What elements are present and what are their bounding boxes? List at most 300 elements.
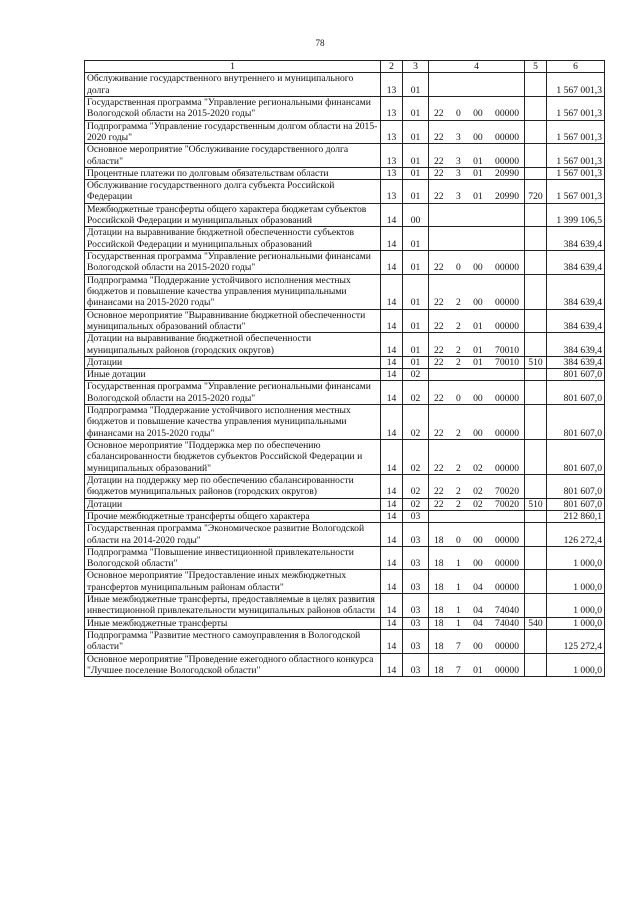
header-col-1: 1 — [85, 61, 381, 73]
amount: 801 607,0 — [547, 498, 605, 510]
code-part: 22 — [434, 344, 444, 356]
target-article-parts — [431, 605, 522, 616]
target-article-code — [429, 498, 525, 510]
target-article-code — [429, 510, 525, 522]
code-part: 00000 — [495, 534, 519, 546]
section-code: 14 — [381, 369, 403, 381]
row-name: Иные межбюджетные трансферты — [85, 617, 381, 629]
subsection-code: 01 — [403, 167, 429, 179]
expense-type-code — [525, 440, 547, 475]
target-article-code — [429, 309, 525, 333]
header-col-3: 3 — [403, 61, 429, 73]
expense-type-code — [525, 405, 547, 440]
row-name: Государственная программа "Управление региональными финансами Вологодской области на 2015-2020 годы" — [85, 96, 381, 120]
row-name: Основное мероприятие "Поддержка мер по обеспечению сбалансированности бюджетов субъектов Российской Федерации и муниципальных образований" — [85, 440, 381, 475]
code-part: 22 — [434, 392, 444, 404]
budget-table — [84, 60, 605, 677]
table-row — [85, 167, 605, 179]
code-part: 02 — [473, 498, 483, 510]
target-article-code — [429, 405, 525, 440]
section-code: 14 — [381, 203, 403, 227]
table-row — [85, 144, 605, 168]
code-part: 00000 — [495, 320, 519, 332]
amount: 1 567 001,3 — [547, 96, 605, 120]
subsection-code: 02 — [403, 440, 429, 475]
code-part: 00 — [473, 427, 483, 439]
expense-type-code — [525, 510, 547, 522]
target-article-parts — [431, 168, 522, 179]
table-row — [85, 653, 605, 677]
subsection-code: 02 — [403, 474, 429, 498]
section-code: 14 — [381, 356, 403, 368]
target-article-code — [429, 523, 525, 547]
target-article-code — [429, 203, 525, 227]
code-part: 2 — [455, 427, 461, 439]
code-part: 74040 — [495, 617, 519, 629]
target-article-code — [429, 144, 525, 168]
section-code: 13 — [381, 73, 403, 97]
subsection-code: 01 — [403, 356, 429, 368]
target-article-parts — [431, 558, 522, 569]
table-row — [85, 333, 605, 357]
target-article-code — [429, 251, 525, 275]
target-article-parts — [431, 535, 522, 546]
target-article-code — [429, 356, 525, 368]
table-row — [85, 356, 605, 368]
table-row — [85, 73, 605, 97]
row-name: Основное мероприятие "Проведение ежегодного областного конкурса "Лучшее поселение Вологодской области" — [85, 653, 381, 677]
code-part: 00000 — [495, 297, 519, 309]
code-part: 00 — [473, 297, 483, 309]
section-code: 14 — [381, 333, 403, 357]
table-row — [85, 498, 605, 510]
row-name: Подпрограмма "Развитие местного самоуправления в Вологодской области" — [85, 630, 381, 654]
page-number: 78 — [315, 38, 325, 48]
subsection-code: 03 — [403, 510, 429, 522]
section-code: 14 — [381, 309, 403, 333]
code-part: 04 — [473, 605, 483, 617]
section-code: 13 — [381, 167, 403, 179]
expense-type-code — [525, 309, 547, 333]
code-part: 22 — [434, 167, 444, 179]
section-code: 14 — [381, 498, 403, 510]
row-name: Подпрограмма "Поддержание устойчивого исполнения местных бюджетов и повышение качества управления муниципальными финансами на 2015-2020 годы" — [85, 405, 381, 440]
expense-type-code — [525, 630, 547, 654]
target-article-code — [429, 73, 525, 97]
row-name: Дотации на выравнивание бюджетной обеспеченности субъектов Российской Федерации и муниципальных образований — [85, 227, 381, 251]
code-part: 00 — [473, 641, 483, 653]
table-row — [85, 440, 605, 475]
code-part: 18 — [434, 605, 444, 617]
code-part: 22 — [434, 191, 444, 203]
table-header — [85, 61, 605, 73]
target-article-code — [429, 594, 525, 618]
row-name: Подпрограмма "Поддержание устойчивого исполнения местных бюджетов и повышение качества управления муниципальными финансами на 2015-2020 годы" — [85, 274, 381, 309]
target-article-parts — [431, 345, 522, 356]
target-article-code — [429, 96, 525, 120]
subsection-code: 00 — [403, 203, 429, 227]
row-name: Основное мероприятие "Предоставление иных межбюджетных трансфертов муниципальным районам области" — [85, 570, 381, 594]
row-name: Дотации — [85, 498, 381, 510]
code-part: 70010 — [495, 356, 519, 368]
code-part: 00000 — [495, 392, 519, 404]
code-part: 0 — [455, 108, 461, 120]
row-name: Прочие межбюджетные трансферты общего характера — [85, 510, 381, 522]
section-code: 14 — [381, 653, 403, 677]
code-part: 22 — [434, 108, 444, 120]
subsection-code: 01 — [403, 96, 429, 120]
code-part: 2 — [455, 297, 461, 309]
table-row — [85, 523, 605, 547]
expense-type-code — [525, 167, 547, 179]
code-part: 0 — [455, 262, 461, 274]
code-part: 2 — [455, 486, 461, 498]
row-name: Обслуживание государственного долга субъекта Российской Федерации — [85, 180, 381, 204]
subsection-code: 01 — [403, 274, 429, 309]
code-part: 0 — [455, 392, 461, 404]
row-name: Подпрограмма "Управление государственным долгом области на 2015-2020 годы" — [85, 120, 381, 144]
subsection-code: 02 — [403, 369, 429, 381]
subsection-code: 01 — [403, 144, 429, 168]
code-part: 18 — [434, 617, 444, 629]
table-row — [85, 617, 605, 629]
section-code: 14 — [381, 251, 403, 275]
amount: 1 567 001,3 — [547, 180, 605, 204]
amount: 126 272,4 — [547, 523, 605, 547]
section-code: 14 — [381, 274, 403, 309]
table-row — [85, 594, 605, 618]
amount: 1 000,0 — [547, 594, 605, 618]
expense-type-code — [525, 227, 547, 251]
row-name: Подпрограмма "Повышение инвестиционной привлекательности Вологодской области" — [85, 546, 381, 570]
code-part: 00000 — [495, 462, 519, 474]
section-code: 14 — [381, 546, 403, 570]
row-name: Государственная программа "Экономическое развитие Вологодской области на 2014-2020 годы" — [85, 523, 381, 547]
target-article-parts — [431, 618, 522, 629]
amount: 1 000,0 — [547, 570, 605, 594]
section-code: 14 — [381, 510, 403, 522]
code-part: 22 — [434, 486, 444, 498]
code-part: 7 — [455, 641, 461, 653]
table-row — [85, 474, 605, 498]
amount: 801 607,0 — [547, 440, 605, 475]
amount: 384 639,4 — [547, 251, 605, 275]
subsection-code: 02 — [403, 381, 429, 405]
amount: 801 607,0 — [547, 381, 605, 405]
amount: 1 567 001,3 — [547, 120, 605, 144]
section-code: 14 — [381, 381, 403, 405]
expense-type-code — [525, 274, 547, 309]
table-row — [85, 227, 605, 251]
target-article-parts — [431, 582, 522, 593]
expense-type-code — [525, 369, 547, 381]
code-part: 1 — [455, 581, 461, 593]
section-code: 13 — [381, 120, 403, 144]
code-part: 2 — [455, 344, 461, 356]
row-name: Иные дотации — [85, 369, 381, 381]
subsection-code: 01 — [403, 227, 429, 251]
expense-type-code — [525, 96, 547, 120]
table-row — [85, 381, 605, 405]
code-part: 00 — [473, 262, 483, 274]
code-part: 20990 — [495, 167, 519, 179]
expense-type-code — [525, 381, 547, 405]
target-article-parts — [431, 262, 522, 273]
target-article-code — [429, 333, 525, 357]
row-name: Дотации на выравнивание бюджетной обеспеченности муниципальных районов (городских округов) — [85, 333, 381, 357]
target-article-code — [429, 440, 525, 475]
subsection-code: 03 — [403, 653, 429, 677]
subsection-code: 03 — [403, 546, 429, 570]
section-code: 14 — [381, 594, 403, 618]
subsection-code: 01 — [403, 333, 429, 357]
code-part: 2 — [455, 462, 461, 474]
code-part: 7 — [455, 664, 461, 676]
section-code: 13 — [381, 180, 403, 204]
code-part: 04 — [473, 617, 483, 629]
table-row — [85, 510, 605, 522]
subsection-code: 01 — [403, 180, 429, 204]
amount: 1 567 001,3 — [547, 167, 605, 179]
section-code: 13 — [381, 144, 403, 168]
code-part: 01 — [473, 664, 483, 676]
target-article-parts — [431, 357, 522, 368]
amount: 384 639,4 — [547, 333, 605, 357]
row-name: Государственная программа "Управление региональными финансами Вологодской области на 2015-2020 годы" — [85, 381, 381, 405]
code-part: 00000 — [495, 131, 519, 143]
header-col-6: 6 — [547, 61, 605, 73]
row-name: Дотации — [85, 356, 381, 368]
target-article-code — [429, 570, 525, 594]
code-part: 00 — [473, 131, 483, 143]
target-article-code — [429, 369, 525, 381]
code-part: 1 — [455, 558, 461, 570]
header-col-5: 5 — [525, 61, 547, 73]
code-part: 22 — [434, 262, 444, 274]
expense-type-code — [525, 546, 547, 570]
amount: 125 272,4 — [547, 630, 605, 654]
table-row — [85, 309, 605, 333]
expense-type-code — [525, 333, 547, 357]
code-part: 04 — [473, 581, 483, 593]
target-article-parts — [431, 297, 522, 308]
code-part: 00000 — [495, 664, 519, 676]
code-part: 01 — [473, 320, 483, 332]
target-article-code — [429, 381, 525, 405]
amount: 384 639,4 — [547, 227, 605, 251]
code-part: 3 — [455, 131, 461, 143]
code-part: 70020 — [495, 486, 519, 498]
code-part: 01 — [473, 344, 483, 356]
amount: 1 000,0 — [547, 617, 605, 629]
code-part: 70010 — [495, 344, 519, 356]
code-part: 2 — [455, 320, 461, 332]
expense-type-code — [525, 570, 547, 594]
expense-type-code — [525, 251, 547, 275]
code-part: 18 — [434, 664, 444, 676]
code-part: 1 — [455, 605, 461, 617]
code-part: 18 — [434, 641, 444, 653]
target-article-code — [429, 474, 525, 498]
code-part: 74040 — [495, 605, 519, 617]
subsection-code: 01 — [403, 251, 429, 275]
row-name: Государственная программа "Управление региональными финансами Вологодской области на 2015-2020 годы" — [85, 251, 381, 275]
row-name: Межбюджетные трансферты общего характера бюджетам субъектов Российской Федерации и муниципальных образований — [85, 203, 381, 227]
section-code: 14 — [381, 630, 403, 654]
target-article-code — [429, 227, 525, 251]
table-row — [85, 546, 605, 570]
table-row — [85, 274, 605, 309]
code-part: 00000 — [495, 155, 519, 167]
expense-type-code — [525, 653, 547, 677]
code-part: 22 — [434, 356, 444, 368]
table-row — [85, 203, 605, 227]
expense-type-code: 510 — [525, 356, 547, 368]
section-code: 14 — [381, 440, 403, 475]
expense-type-code — [525, 203, 547, 227]
target-article-parts — [431, 641, 522, 652]
row-name: Основное мероприятие "Выравнивание бюджетной обеспеченности муниципальных образований области" — [85, 309, 381, 333]
code-part: 0 — [455, 534, 461, 546]
code-part: 20990 — [495, 191, 519, 203]
row-name: Основное мероприятие "Обслуживание государственного долга области" — [85, 144, 381, 168]
amount: 384 639,4 — [547, 274, 605, 309]
subsection-code: 01 — [403, 73, 429, 97]
code-part: 01 — [473, 155, 483, 167]
target-article-code — [429, 546, 525, 570]
target-article-parts — [431, 132, 522, 143]
amount: 384 639,4 — [547, 356, 605, 368]
subsection-code: 02 — [403, 498, 429, 510]
code-part: 01 — [473, 167, 483, 179]
amount: 1 399 106,5 — [547, 203, 605, 227]
code-part: 00000 — [495, 427, 519, 439]
expense-type-code — [525, 474, 547, 498]
target-article-parts — [431, 108, 522, 119]
subsection-code: 03 — [403, 523, 429, 547]
expense-type-code — [525, 120, 547, 144]
code-part: 00000 — [495, 262, 519, 274]
code-part: 00000 — [495, 108, 519, 120]
code-part: 00 — [473, 534, 483, 546]
section-code: 14 — [381, 405, 403, 440]
amount: 801 607,0 — [547, 369, 605, 381]
header-col-4: 4 — [429, 61, 525, 73]
code-part: 22 — [434, 462, 444, 474]
table-row — [85, 251, 605, 275]
table-row — [85, 96, 605, 120]
code-part: 22 — [434, 498, 444, 510]
table-row — [85, 369, 605, 381]
header-col-2: 2 — [381, 61, 403, 73]
target-article-code — [429, 167, 525, 179]
code-part: 00 — [473, 392, 483, 404]
table-row — [85, 120, 605, 144]
row-name: Дотации на поддержку мер по обеспечению сбалансированности бюджетов муниципальных районов (городских округов) — [85, 474, 381, 498]
table-row — [85, 570, 605, 594]
section-code: 14 — [381, 570, 403, 594]
code-part: 22 — [434, 320, 444, 332]
subsection-code: 03 — [403, 570, 429, 594]
code-part: 02 — [473, 462, 483, 474]
code-part: 3 — [455, 167, 461, 179]
target-article-parts — [431, 393, 522, 404]
target-article-parts — [431, 665, 522, 676]
code-part: 01 — [473, 356, 483, 368]
amount: 801 607,0 — [547, 474, 605, 498]
subsection-code: 03 — [403, 594, 429, 618]
target-article-parts — [431, 321, 522, 332]
amount: 1 000,0 — [547, 653, 605, 677]
subsection-code: 02 — [403, 405, 429, 440]
section-code: 14 — [381, 617, 403, 629]
code-part: 18 — [434, 581, 444, 593]
code-part: 00 — [473, 108, 483, 120]
code-part: 00000 — [495, 558, 519, 570]
target-article-parts — [431, 499, 522, 510]
amount: 1 567 001,3 — [547, 73, 605, 97]
target-article-code — [429, 274, 525, 309]
target-article-parts — [431, 191, 522, 202]
amount: 212 860,1 — [547, 510, 605, 522]
target-article-code — [429, 630, 525, 654]
target-article-parts — [431, 486, 522, 497]
code-part: 00000 — [495, 581, 519, 593]
subsection-code: 01 — [403, 309, 429, 333]
expense-type-code — [525, 73, 547, 97]
row-name: Иные межбюджетные трансферты, предоставляемые в целях развития инвестиционной привлекательности муниципальных районов области — [85, 594, 381, 618]
amount: 384 639,4 — [547, 309, 605, 333]
code-part: 22 — [434, 155, 444, 167]
code-part: 01 — [473, 191, 483, 203]
expense-type-code: 510 — [525, 498, 547, 510]
header-row — [85, 61, 605, 73]
code-part: 2 — [455, 498, 461, 510]
amount: 801 607,0 — [547, 405, 605, 440]
amount: 1 567 001,3 — [547, 144, 605, 168]
code-part: 22 — [434, 427, 444, 439]
amount: 1 000,0 — [547, 546, 605, 570]
code-part: 18 — [434, 534, 444, 546]
table-row — [85, 630, 605, 654]
section-code: 14 — [381, 523, 403, 547]
code-part: 70020 — [495, 498, 519, 510]
code-part: 00 — [473, 558, 483, 570]
code-part: 22 — [434, 297, 444, 309]
code-part: 18 — [434, 558, 444, 570]
table-row — [85, 180, 605, 204]
code-part: 1 — [455, 617, 461, 629]
row-name: Процентные платежи по долговым обязательствам области — [85, 167, 381, 179]
expense-type-code — [525, 523, 547, 547]
target-article-code — [429, 120, 525, 144]
target-article-parts — [431, 156, 522, 167]
table-body — [85, 73, 605, 677]
code-part: 2 — [455, 356, 461, 368]
table-row — [85, 405, 605, 440]
expense-type-code: 540 — [525, 617, 547, 629]
subsection-code: 01 — [403, 120, 429, 144]
target-article-code — [429, 653, 525, 677]
section-code: 13 — [381, 96, 403, 120]
subsection-code: 03 — [403, 617, 429, 629]
code-part: 02 — [473, 486, 483, 498]
expense-type-code — [525, 594, 547, 618]
row-name: Обслуживание государственного внутреннего и муниципального долга — [85, 73, 381, 97]
code-part: 22 — [434, 131, 444, 143]
code-part: 3 — [455, 191, 461, 203]
section-code: 14 — [381, 474, 403, 498]
